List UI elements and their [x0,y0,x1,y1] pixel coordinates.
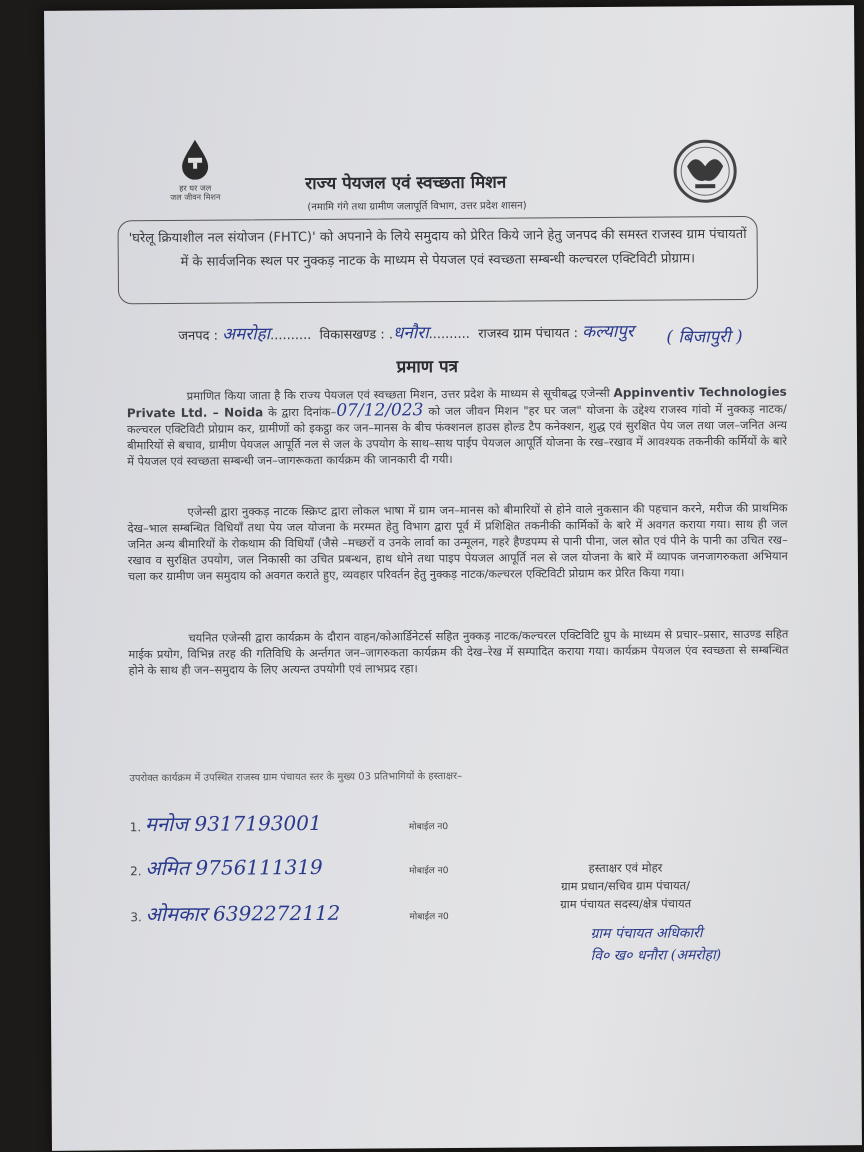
p3-text: चयनित एजेन्सी द्वारा कार्यक्रम के दौरान वाहन/कोआर्डिनेटर्स सहित नुक्कड़ नाटक/कल्चरल एक्टिविटि ग्रुप के माध्यम से प्रचार–प्रसार, साउण्ड सहित माईक प्रयोग, विभिन्न तरह की गतिविधि के अर्न्तगत जन–जागरुकता कार्यक्रम की देख–रेख में सम्पादित कराया गया। कार्यक्रम पेयजल एंव स्वच्छता से सम्बन्धित होने के साथ ही जन–समुदाय के लिए अत्यन्त उपयोगी एवं लाभप्रद रहा। [128,626,789,678]
agency-name: Appinventiv Technologies Private Ltd. – Noida [126,384,787,421]
stamp-line-2: वि० ख० धनौरा (अमरोहा) [590,947,722,965]
signature-line-3: ग्राम पंचायत सदस्य/क्षेत्र पंचायत [560,896,692,912]
mission-title: राज्य पेयजल एवं स्वच्छता मिशन [305,172,507,195]
certificate-heading: प्रमाण पत्र [396,356,459,378]
program-banner [117,216,758,304]
certificate-page [44,5,862,1151]
row-number: 2. [129,864,142,879]
signature-block [560,858,691,913]
banner-text: 'घरेलू क्रियाशील नल संयोजन (FHTC)' को अपनाने के लिये समुदाय को प्रेरित किये जाने हेतु जनपद की समस्त राजस्व ग्राम पंचायतों में के सार्वजनिक स्थल पर नुक्कड़ नाटक के माध्यम से पेयजल एवं स्वच्छता सम्बन्धी कल्चरल एक्टिविटी प्रोग्राम। [128,226,747,270]
panchayat-extra: ( बिजापुरी ) [666,326,743,348]
district-label: जनपद : [178,328,219,344]
signature-line-2: ग्राम प्रधान/सचिव ग्राम पंचायत/ [561,878,691,894]
participant-entry: अमित 9756111319 [145,854,323,881]
participants-intro: उपरोक्त कार्यक्रम में उपस्थित राजस्व ग्राम पंचायत स्तर के मुख्य 03 प्रतिभागियों के हस्ताक्षर– [129,770,463,785]
mobile-label: मोबाईल न0 [409,866,449,877]
p1-mid: के द्वारा दिनांक [268,404,331,420]
water-drop-icon [178,138,212,180]
panchayat-value: कल्यापुर [582,321,634,343]
block-value: धनौरा [392,323,429,344]
row-number: 1. [129,820,142,835]
participant-row [130,808,449,837]
block-label: विकासखण्ड : [319,327,385,343]
panchayat-label: राजस्व ग्राम पंचायत : [478,326,579,342]
p1-end: को जल जीवन मिशन "हर घर जल" योजना के उद्देश्य राजस्व गांवो में नुक्कड़ नाटक/कल्चरल एक्टिविटी प्रोग्राम कर, ग्रामीणों को इकट्ठा कर जन–मानस के बीच फंक्शनल हाउस होल्ड टैप कनेक्शन, शुद्ध एवं सुरक्षित पेय जल तथा जल–जनित अन्य बीमारियों से बचाव, ग्रामीण पेयजल आपूर्ति नल से जल के उपयोग के साथ–साथ पाईप पेयजल आपूर्ति योजना के रख–रखाव में आवश्यक तकनीकी कर्मियों के बारे में पेयजल एवं स्वच्छता सम्बन्धी जन–जागरूकता कार्यक्रम की जानकारी दी गयी। [126,401,788,469]
participant-entry: ओमकार 6392272112 [145,900,341,927]
logo-text: हर घर जल [179,183,212,193]
logo-subtext: जल जीवन मिशन [170,192,221,202]
participant-row [130,898,449,927]
row-number: 3. [130,910,142,925]
paragraph-3 [128,626,788,679]
location-line: जनपद : अमरोहा.......... विकासखण्ड : .धनौरा.......... राजस्व ग्राम पंचायत : कल्यापुर [178,321,634,345]
participant-entry: मनोज 9317193001 [144,810,322,837]
paragraph-1: प्रमाणित किया जाता है कि राज्य पेयजल एवं स्वच्छता मिशन, उत्तर प्रदेश के माध्यम से सूचीबद्ध एजेन्सी Appinventiv Technologies Private Ltd. – Noida के द्वारा दिनांक–07/12/023 को जल जीवन मिशन "हर घर जल" योजना के उद्देश्य राजस्व गांवो में नुक्कड़ नाटक/कल्चरल एक्टिविटी प्रोग्राम कर, ग्रामीणों को इकट्ठा कर जन–मानस के बीच फंक्शनल हाउस होल्ड टैप कनेक्शन, शुद्ध एवं सुरक्षित पेय जल तथा जल–जनित अन्य बीमारियों से बचाव, ग्रामीण पेयजल आपूर्ति नल से जल के उपयोग के साथ–साथ पाईप पेयजल आपूर्ति योजना के रख–रखाव में आवश्यक तकनीकी कर्मियों के बारे में पेयजल एवं स्वच्छता सम्बन्धी जन–जागरूकता कार्यक्रम की जानकारी दी गयी। [126,384,788,469]
up-emblem-icon [665,136,745,207]
p1-start: प्रमाणित किया जाता है कि राज्य पेयजल एवं स्वच्छता मिशन, उत्तर प्रदेश के माध्यम से सूचीबद्ध एजेन्सी [186,385,610,403]
district-value: अमरोहा [222,324,271,345]
p2-text: एजेन्सी द्वारा नुक्कड़ नाटक स्क्रिप्ट द्वारा लोकल भाषा में ग्राम जन–मानस को बीमारियों से होने वाले नुकसान की पहचान करने, मरीज की प्राथमिक देख–भाल सम्बन्धित विधियाँ तथा पेय जल योजना के मरम्मत हेतु विभाग द्वारा पूर्व में प्रशिक्षित तकनीकी कार्मिकों के बारे में अवगत कराया गया। साथ ही जल जनित अन्य बीमारियों के रोकथाम की विधियाँ (जैसे –मच्छरों व उनके लार्वा का उन्मूलन, गहरे हैण्डपम्प से पानी पीना, जल स्रोत एवं पीने के पानी का उचित रख–रखाव व सुरक्षित उपयोग, जल निकासी का उचित प्रबन्धन, हाथ धोने तथा पाइप पेयजल आपूर्ति नल से जल योजना के बारे में व्यापक जनजागरुकता अभियान चला कर ग्रामीण जन समुदाय को अवगत कराते हुए, व्यवहार परिवर्तन हेतु नुक्कड़ नाटक/कल्चरल एक्टिविटी प्रोग्राम कर प्रेरित किया गया। [127,500,788,584]
mobile-label: मोबाईल न0 [408,822,449,833]
participant-row [130,852,449,881]
department-subtitle: (नमामि गंगे तथा ग्रामीण जलापूर्ति विभाग, उत्तर प्रदेश शासन) [307,200,527,214]
stamp-line-1: ग्राम पंचायत अधिकारी [590,925,703,943]
mobile-label: मोबाईल न0 [409,912,449,923]
paragraph-2 [127,500,788,585]
official-stamp [590,922,721,967]
har-ghar-jal-logo [155,138,235,203]
program-date: 07/12/023 [336,400,424,421]
signature-line-1: हस्ताक्षर एवं मोहर [588,860,663,876]
